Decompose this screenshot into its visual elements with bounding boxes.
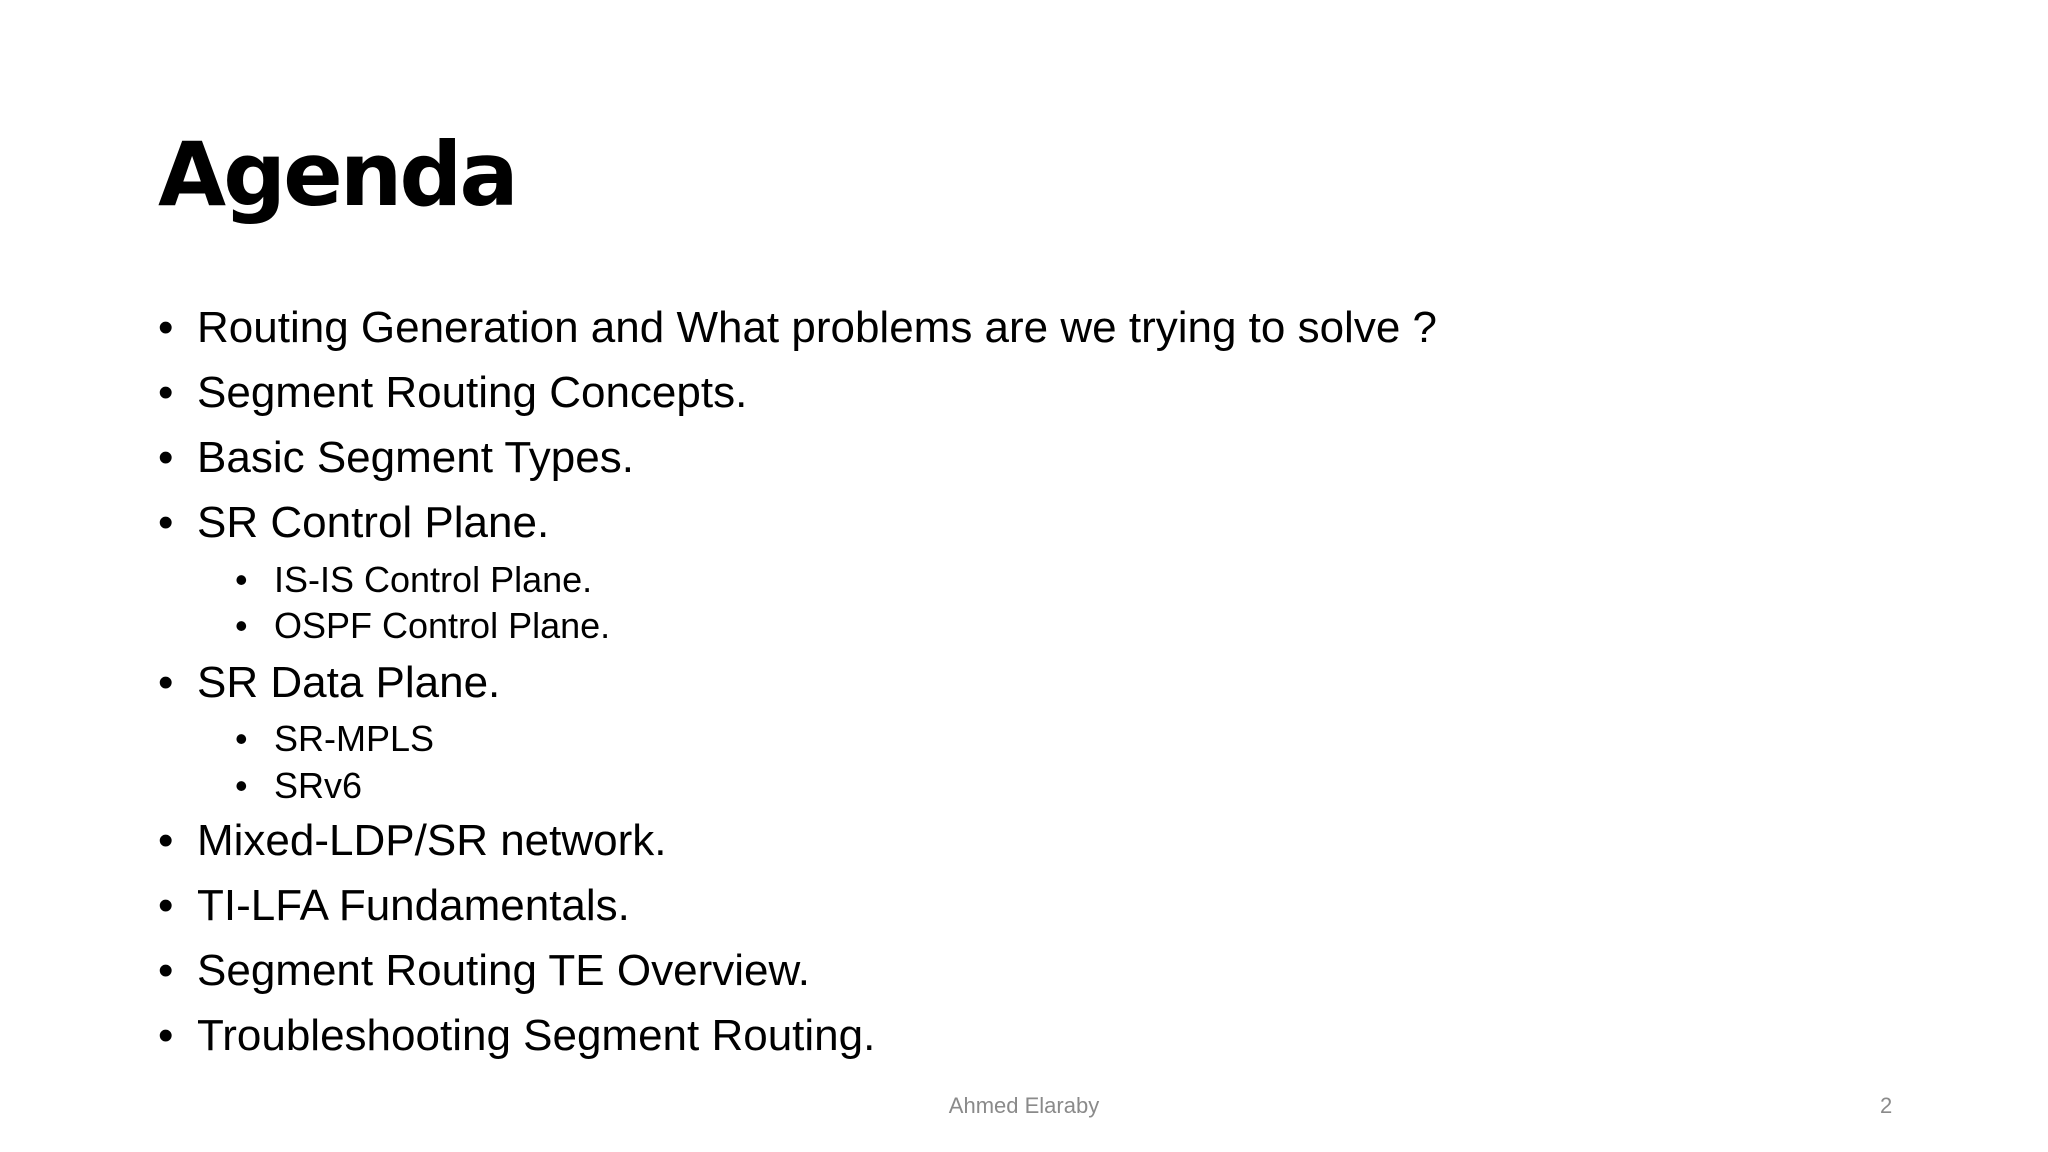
bullet-icon: • — [158, 303, 174, 352]
bullet-icon: • — [158, 816, 174, 865]
bullet-icon: • — [158, 658, 174, 707]
bullet-icon: • — [158, 946, 174, 995]
agenda-subitem-label: OSPF Control Plane. — [274, 605, 611, 646]
bullet-icon: • — [235, 605, 248, 646]
agenda-item-label: Basic Segment Types. — [197, 433, 634, 482]
bullet-icon: • — [158, 433, 174, 482]
bullet-icon: • — [158, 881, 174, 930]
page-number: 2 — [1880, 1093, 1893, 1118]
agenda-item-label: Segment Routing TE Overview. — [197, 946, 811, 995]
bullet-icon: • — [158, 498, 174, 547]
agenda-subitem-label: IS-IS Control Plane. — [274, 559, 593, 600]
bullet-icon: • — [158, 1011, 174, 1060]
bullet-icon: • — [235, 718, 248, 759]
agenda-item-label: Mixed-LDP/SR network. — [197, 816, 667, 865]
agenda-item-label: Routing Generation and What problems are we trying to solve ? — [197, 303, 1437, 352]
agenda-item-label: SR Control Plane. — [197, 498, 550, 547]
agenda-item-label: Troubleshooting Segment Routing. — [197, 1011, 876, 1060]
footer-author: Ahmed Elaraby — [948, 1093, 1100, 1118]
agenda-item-label: Segment Routing Concepts. — [197, 368, 748, 417]
slide-title: Agenda — [158, 123, 516, 226]
agenda-list — [158, 0, 1958, 1152]
agenda-item-label: TI-LFA Fundamentals. — [197, 881, 630, 930]
agenda-subitem-label: SRv6 — [274, 765, 363, 806]
bullet-icon: • — [235, 559, 248, 600]
agenda-subitem-label: SR-MPLS — [274, 718, 435, 759]
bullet-icon: • — [158, 368, 174, 417]
agenda-item-label: SR Data Plane. — [197, 658, 501, 707]
bullet-icon: • — [235, 765, 248, 806]
